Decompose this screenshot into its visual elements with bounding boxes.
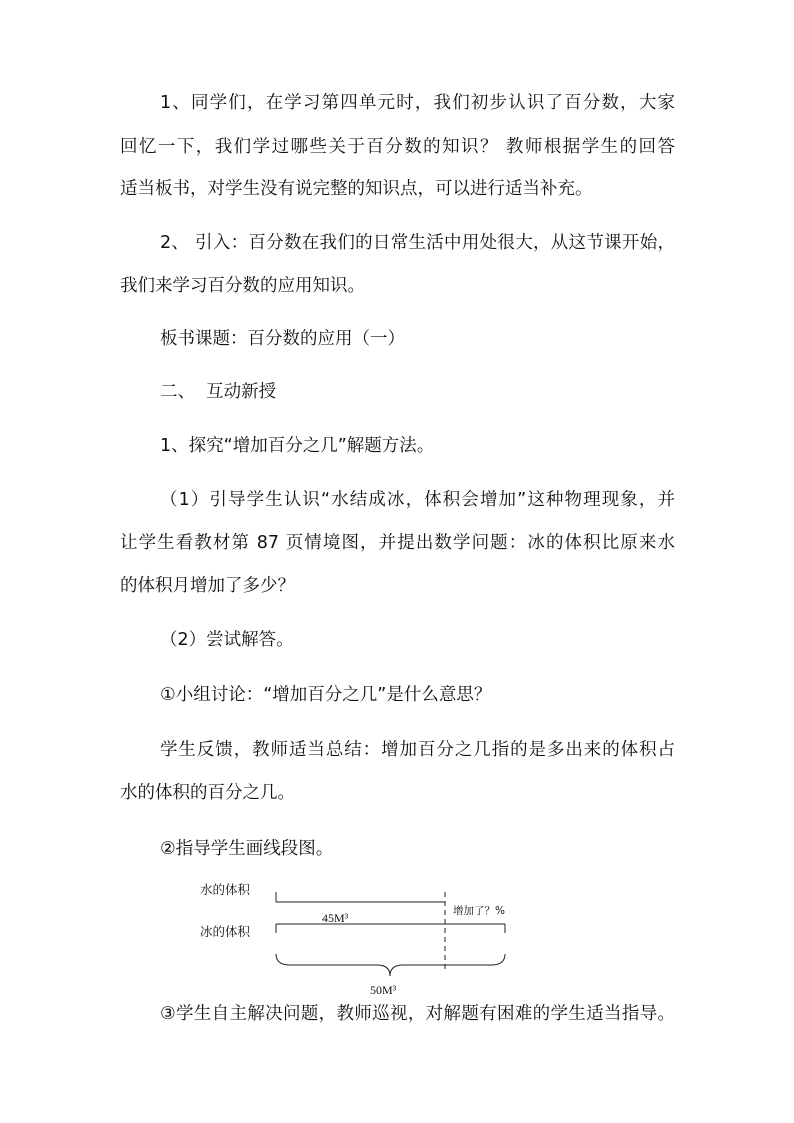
lead-in-line-1: 2、 引入：百分数在我们的日常生活中用处很大，从这节课开始， [160,233,675,253]
ice-volume-value: 50M³ [370,983,397,997]
intro-line-1: 1、同学们，在学习第四单元时，我们初步认识了百分数，大家 [160,93,675,113]
step1-line-1: （1）引导学生认识“水结成冰，体积会增加”这种物理现象，并 [160,490,675,510]
step1-line-2: 让学生看教材第 87 页情境图，并提出数学问题：冰的体积比原来水 [120,533,675,553]
lead-in-line-2: 我们来学习百分数的应用知识。 [120,276,365,296]
board-title: 板书课题：百分数的应用（一） [160,329,405,349]
water-volume-value: 45M³ [322,911,349,925]
total-brace [276,954,505,976]
section-heading: 二、 互动新授 [160,382,277,402]
water-volume-label: 水的体积 [200,882,251,897]
step1-line-3: 的体积月增加了多少？ [120,576,295,596]
feedback-line-2: 水的体积的百分之几。 [120,783,295,803]
group-discussion: ①小组讨论：“增加百分之几”是什么意思？ [160,685,492,705]
step2-heading: （2）尝试解答。 [160,630,294,650]
draw-diagram-instruction: ②指导学生画线段图。 [160,839,334,859]
explore-title: 1、探究“增加百分之几”解题方法。 [160,436,435,456]
line-segment-diagram [0,870,794,1000]
increase-label: 增加了？% [453,905,505,917]
independent-solving: ③学生自主解决问题，教师巡视，对解题有困难的学生适当指导。 [160,1004,675,1024]
feedback-line-1: 学生反馈，教师适当总结：增加百分之几指的是多出来的体积占 [160,740,675,760]
intro-line-3: 适当板书，对学生没有说完整的知识点，可以进行适当补充。 [120,179,593,199]
intro-line-2: 回忆一下，我们学过哪些关于百分数的知识？ 教师根据学生的回答 [120,137,675,157]
ice-volume-label: 冰的体积 [200,924,251,939]
